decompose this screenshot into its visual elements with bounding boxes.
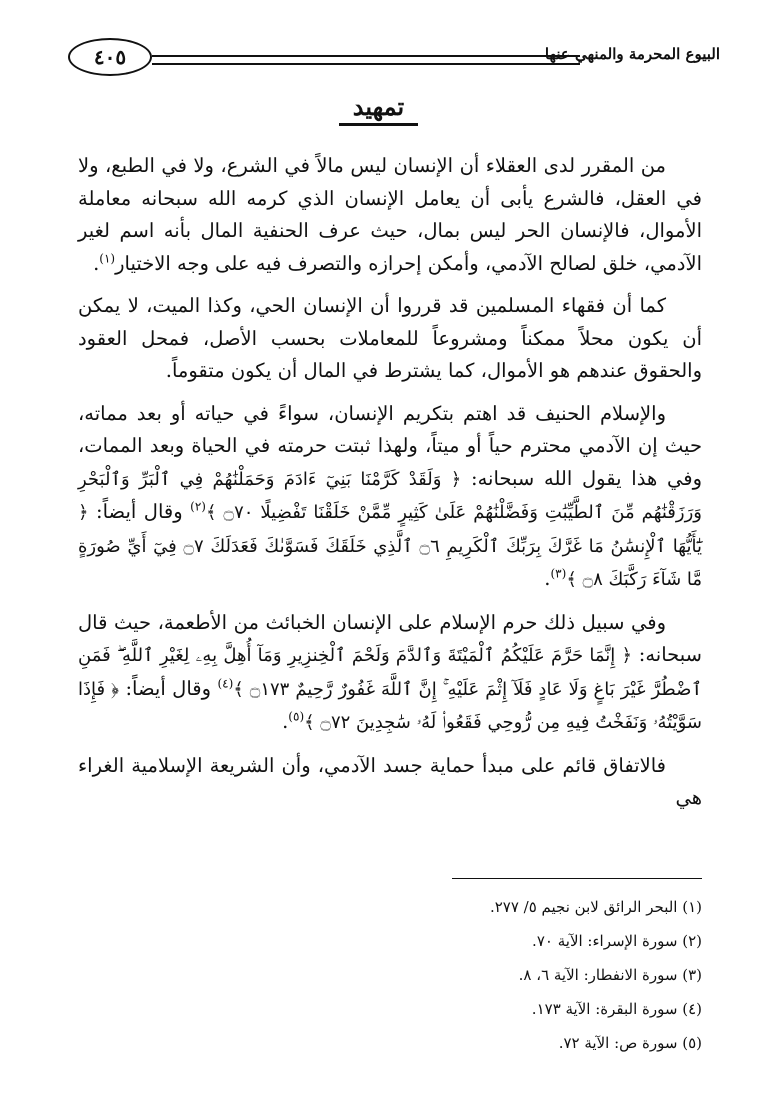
paragraph-text: من المقرر لدى العقلاء أن الإنسان ليس مالاً في الشرع، ولا في الطبع، ولا في العقل، فالشرع يأبى أن يعامل الإنسان الذي كرمه الله سبحانه معاملة الأموال، فالإنسان الحر ليس بمال، حيث عرف الحنفية المال بأنه اسم لغير الآدمي، خلق لصالح الآدمي، وأمكن إحرازه والتصرف فيه على وجه الاختيار bbox=[78, 154, 702, 275]
header-double-rule bbox=[152, 55, 580, 65]
paragraph-1 bbox=[78, 150, 702, 280]
paragraph-text: كما أن فقهاء المسلمين قد قرروا أن الإنسان الحي، وكذا الميت، لا يمكن أن يكون محلاً ممكناً ومشروعاً للمعاملات بحسب الأصل، فمحل العقود والحقوق عندهم هو الأموال، كما يشترط في المال أن يكون متقوماً. bbox=[78, 294, 702, 382]
body-text bbox=[78, 150, 702, 825]
section-title bbox=[0, 92, 757, 121]
paragraph-text: . bbox=[93, 251, 100, 275]
running-head: البيوع المحرمة والمنهي عنها bbox=[544, 45, 720, 63]
page-number: ٤٠٥ bbox=[68, 38, 152, 76]
footnote-4: (٤) سورة البقرة: الآية ١٧٣. bbox=[531, 1000, 702, 1018]
paragraph-2 bbox=[78, 290, 702, 388]
footnote-ref-5[interactable]: (٥) bbox=[288, 709, 305, 724]
paragraph-text: وقال أيضاً: bbox=[119, 676, 218, 700]
quran-verse: ﴿ وَلَقَدْ كَرَّمْنَا بَنِيٓ ءَادَمَ وَحَمَلْنَٰهُمْ فِي ٱلْبَرِّ وَٱلْبَحْرِ وَرَزَقْنَٰهُم مِّنَ ٱلطَّيِّبَٰتِ وَفَضَّلْنَٰهُمْ عَلَىٰ كَثِيرٍ مِّمَّنْ خَلَقْنَا تَفْضِيلًا ۝٧٠ ﴾ bbox=[78, 468, 702, 523]
paragraph-text: والإسلام الحنيف قد اهتم بتكريم الإنسان، سواءً في حياته أو بعد مماته، حيث إن الآدمي محترم حياً أو ميتاً، ولهذا ثبتت حرمته في الحياة وبعد الممات، وفي هذا يقول الله سبحانه: bbox=[78, 401, 702, 490]
footnote-3: (٣) سورة الانفطار: الآية ٦، ٨. bbox=[518, 966, 702, 984]
section-title-text: تمهيد bbox=[339, 92, 418, 126]
paragraph-text: . bbox=[544, 567, 551, 590]
footnote-separator bbox=[452, 878, 702, 879]
paragraph-4 bbox=[78, 607, 702, 740]
quran-verse: ﴿ إِنَّمَا حَرَّمَ عَلَيْكُمُ ٱلْمَيْتَةَ وَٱلدَّمَ وَلَحْمَ ٱلْخِنزِيرِ وَمَآ أُهِلَّ بِهِۦ لِغَيْرِ ٱللَّهِ ۖ فَمَنِ ٱضْطُرَّ غَيْرَ بَاغٍ وَلَا عَادٍ فَلَآ إِثْمَ عَلَيْهِ ۚ إِنَّ ٱللَّهَ غَفُورٌ رَّحِيمٌ ۝١٧٣ ﴾ bbox=[78, 645, 702, 700]
footnotes bbox=[380, 890, 702, 1060]
footnote-ref-2[interactable]: (٢) bbox=[190, 499, 206, 514]
paragraph-3 bbox=[78, 398, 702, 597]
paragraph-5 bbox=[78, 750, 702, 815]
footnote-ref-3[interactable]: (٣) bbox=[550, 566, 567, 581]
paragraph-text: . bbox=[282, 710, 289, 733]
page-header bbox=[68, 38, 720, 82]
footnote-ref-1[interactable]: (١) bbox=[99, 251, 116, 265]
paragraph-text: فالاتفاق قائم على مبدأ حماية جسد الآدمي، وأن الشريعة الإسلامية الغراء هي bbox=[78, 753, 702, 809]
footnote-1: (١) البحر الرائق لابن نجيم ٥/ ٢٧٧. bbox=[489, 898, 702, 916]
footnote-5: (٥) سورة ص: الآية ٧٢. bbox=[558, 1034, 702, 1052]
footnote-ref-4[interactable]: (٤) bbox=[217, 676, 234, 690]
quran-verse: ﴿ يَٰٓأَيُّهَا ٱلْإِنسَٰنُ مَا غَرَّكَ بِرَبِّكَ ٱلْكَرِيمِ ۝٦ ٱلَّذِي خَلَقَكَ فَسَوَّىٰكَ فَعَدَلَكَ ۝٧ فِيٓ أَيِّ صُورَةٍ مَّا شَآءَ رَكَّبَكَ ۝٨ ﴾ bbox=[78, 502, 702, 590]
quran-verse: ﴿ فَإِذَا سَوَّيْتُهُۥ وَنَفَخْتُ فِيهِ مِن رُّوحِي فَقَعُوا۟ لَهُۥ سَٰجِدِينَ ۝٧٢ ﴾ bbox=[78, 678, 702, 733]
paragraph-text: وقال أيضاً: bbox=[88, 500, 191, 523]
paragraph-text: وفي سبيل ذلك حرم الإسلام على الإنسان الخبائث من الأطعمة، حيث قال سبحانه: bbox=[78, 610, 702, 666]
footnote-2: (٢) سورة الإسراء: الآية ٧٠. bbox=[532, 932, 702, 950]
